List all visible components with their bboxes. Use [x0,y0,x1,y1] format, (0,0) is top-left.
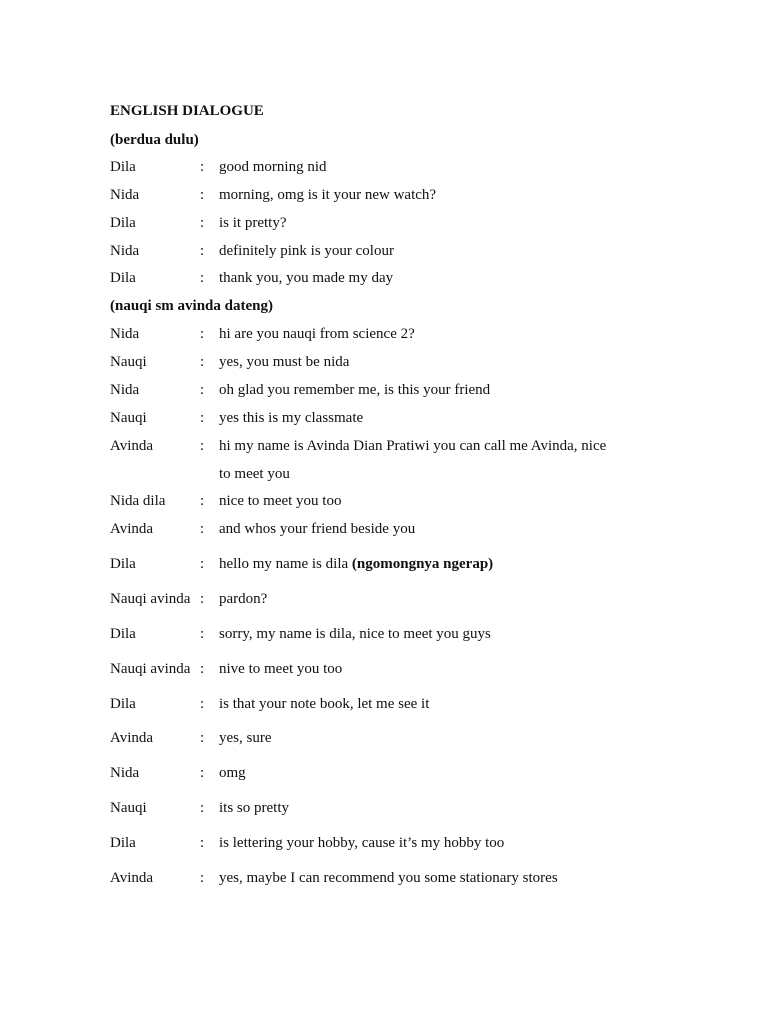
colon-separator: : [200,870,205,886]
dialogue-text: yes this is my classmate [219,410,364,426]
dialogue-text: good morning nid [219,159,327,175]
dialogue-text: oh glad you remember me, is this your friend [219,382,491,398]
speaker-name: Dila [110,215,136,231]
speaker-name: Dila [110,270,136,286]
speaker-name: Nida dila [110,493,166,509]
colon-separator: : [200,591,205,607]
speaker-name: Avinda [110,521,154,537]
colon-separator: : [200,243,205,259]
colon-separator: : [200,521,205,537]
dialogue-text: hi my name is Avinda Dian Pratiwi you can call me Avinda, nice [219,438,607,454]
speaker-name: Nida [110,187,140,203]
colon-separator: : [200,493,205,509]
dialogue-text: pardon? [219,591,268,607]
dialogue-text: sorry, my name is dila, nice to meet you guys [219,626,491,642]
speaker-name: Dila [110,159,136,175]
speaker-name: Nauqi avinda [110,661,191,677]
speaker-name: Avinda [110,438,154,454]
speaker-name: Nida [110,382,140,398]
page-title: ENGLISH DIALOGUE [110,103,264,119]
dialogue-text-plain: hello my name is dila [219,556,352,572]
colon-separator: : [200,187,205,203]
speaker-name: Nida [110,326,140,342]
dialogue-text: morning, omg is it your new watch? [219,187,437,203]
speaker-name: Avinda [110,870,154,886]
colon-separator: : [200,438,205,454]
dialogue-text: hi are you nauqi from science 2? [219,326,415,342]
colon-separator: : [200,556,205,572]
section-heading: (nauqi sm avinda dateng) [110,298,273,314]
dialogue-text: its so pretty [219,800,289,816]
colon-separator: : [200,765,205,781]
speaker-name: Dila [110,556,136,572]
colon-separator: : [200,215,205,231]
dialogue-text: yes, maybe I can recommend you some stationary stores [219,870,558,886]
dialogue-text [219,554,493,574]
dialogue-text: is that your note book, let me see it [219,696,430,712]
speaker-name: Nida [110,243,140,259]
speaker-name: Dila [110,835,136,851]
speaker-name: Dila [110,626,136,642]
colon-separator: : [200,730,205,746]
dialogue-text: yes, you must be nida [219,354,350,370]
speaker-name: Nauqi avinda [110,591,191,607]
dialogue-text-continuation: to meet you [219,466,290,482]
dialogue-text: nive to meet you too [219,661,343,677]
dialogue-text: definitely pink is your colour [219,243,394,259]
colon-separator: : [200,835,205,851]
colon-separator: : [200,410,205,426]
speaker-name: Nauqi [110,800,147,816]
stage-direction: (ngomongnya ngerap) [351,556,494,572]
colon-separator: : [200,800,205,816]
colon-separator: : [200,159,205,175]
dialogue-text: is lettering your hobby, cause it’s my hobby too [219,835,505,851]
dialogue-text: thank you, you made my day [219,270,394,286]
colon-separator: : [200,626,205,642]
speaker-name: Nauqi [110,410,147,426]
dialogue-text: and whos your friend beside you [219,521,416,537]
speaker-name: Nauqi [110,354,147,370]
colon-separator: : [200,326,205,342]
dialogue-text: omg [219,765,246,781]
speaker-name: Dila [110,696,136,712]
colon-separator: : [200,270,205,286]
colon-separator: : [200,354,205,370]
section-heading: (berdua dulu) [110,132,199,148]
colon-separator: : [200,382,205,398]
speaker-name: Avinda [110,730,154,746]
colon-separator: : [200,661,205,677]
dialogue-text: yes, sure [219,730,272,746]
dialogue-text: is it pretty? [219,215,287,231]
dialogue-text: nice to meet you too [219,493,342,509]
speaker-name: Nida [110,765,140,781]
colon-separator: : [200,696,205,712]
